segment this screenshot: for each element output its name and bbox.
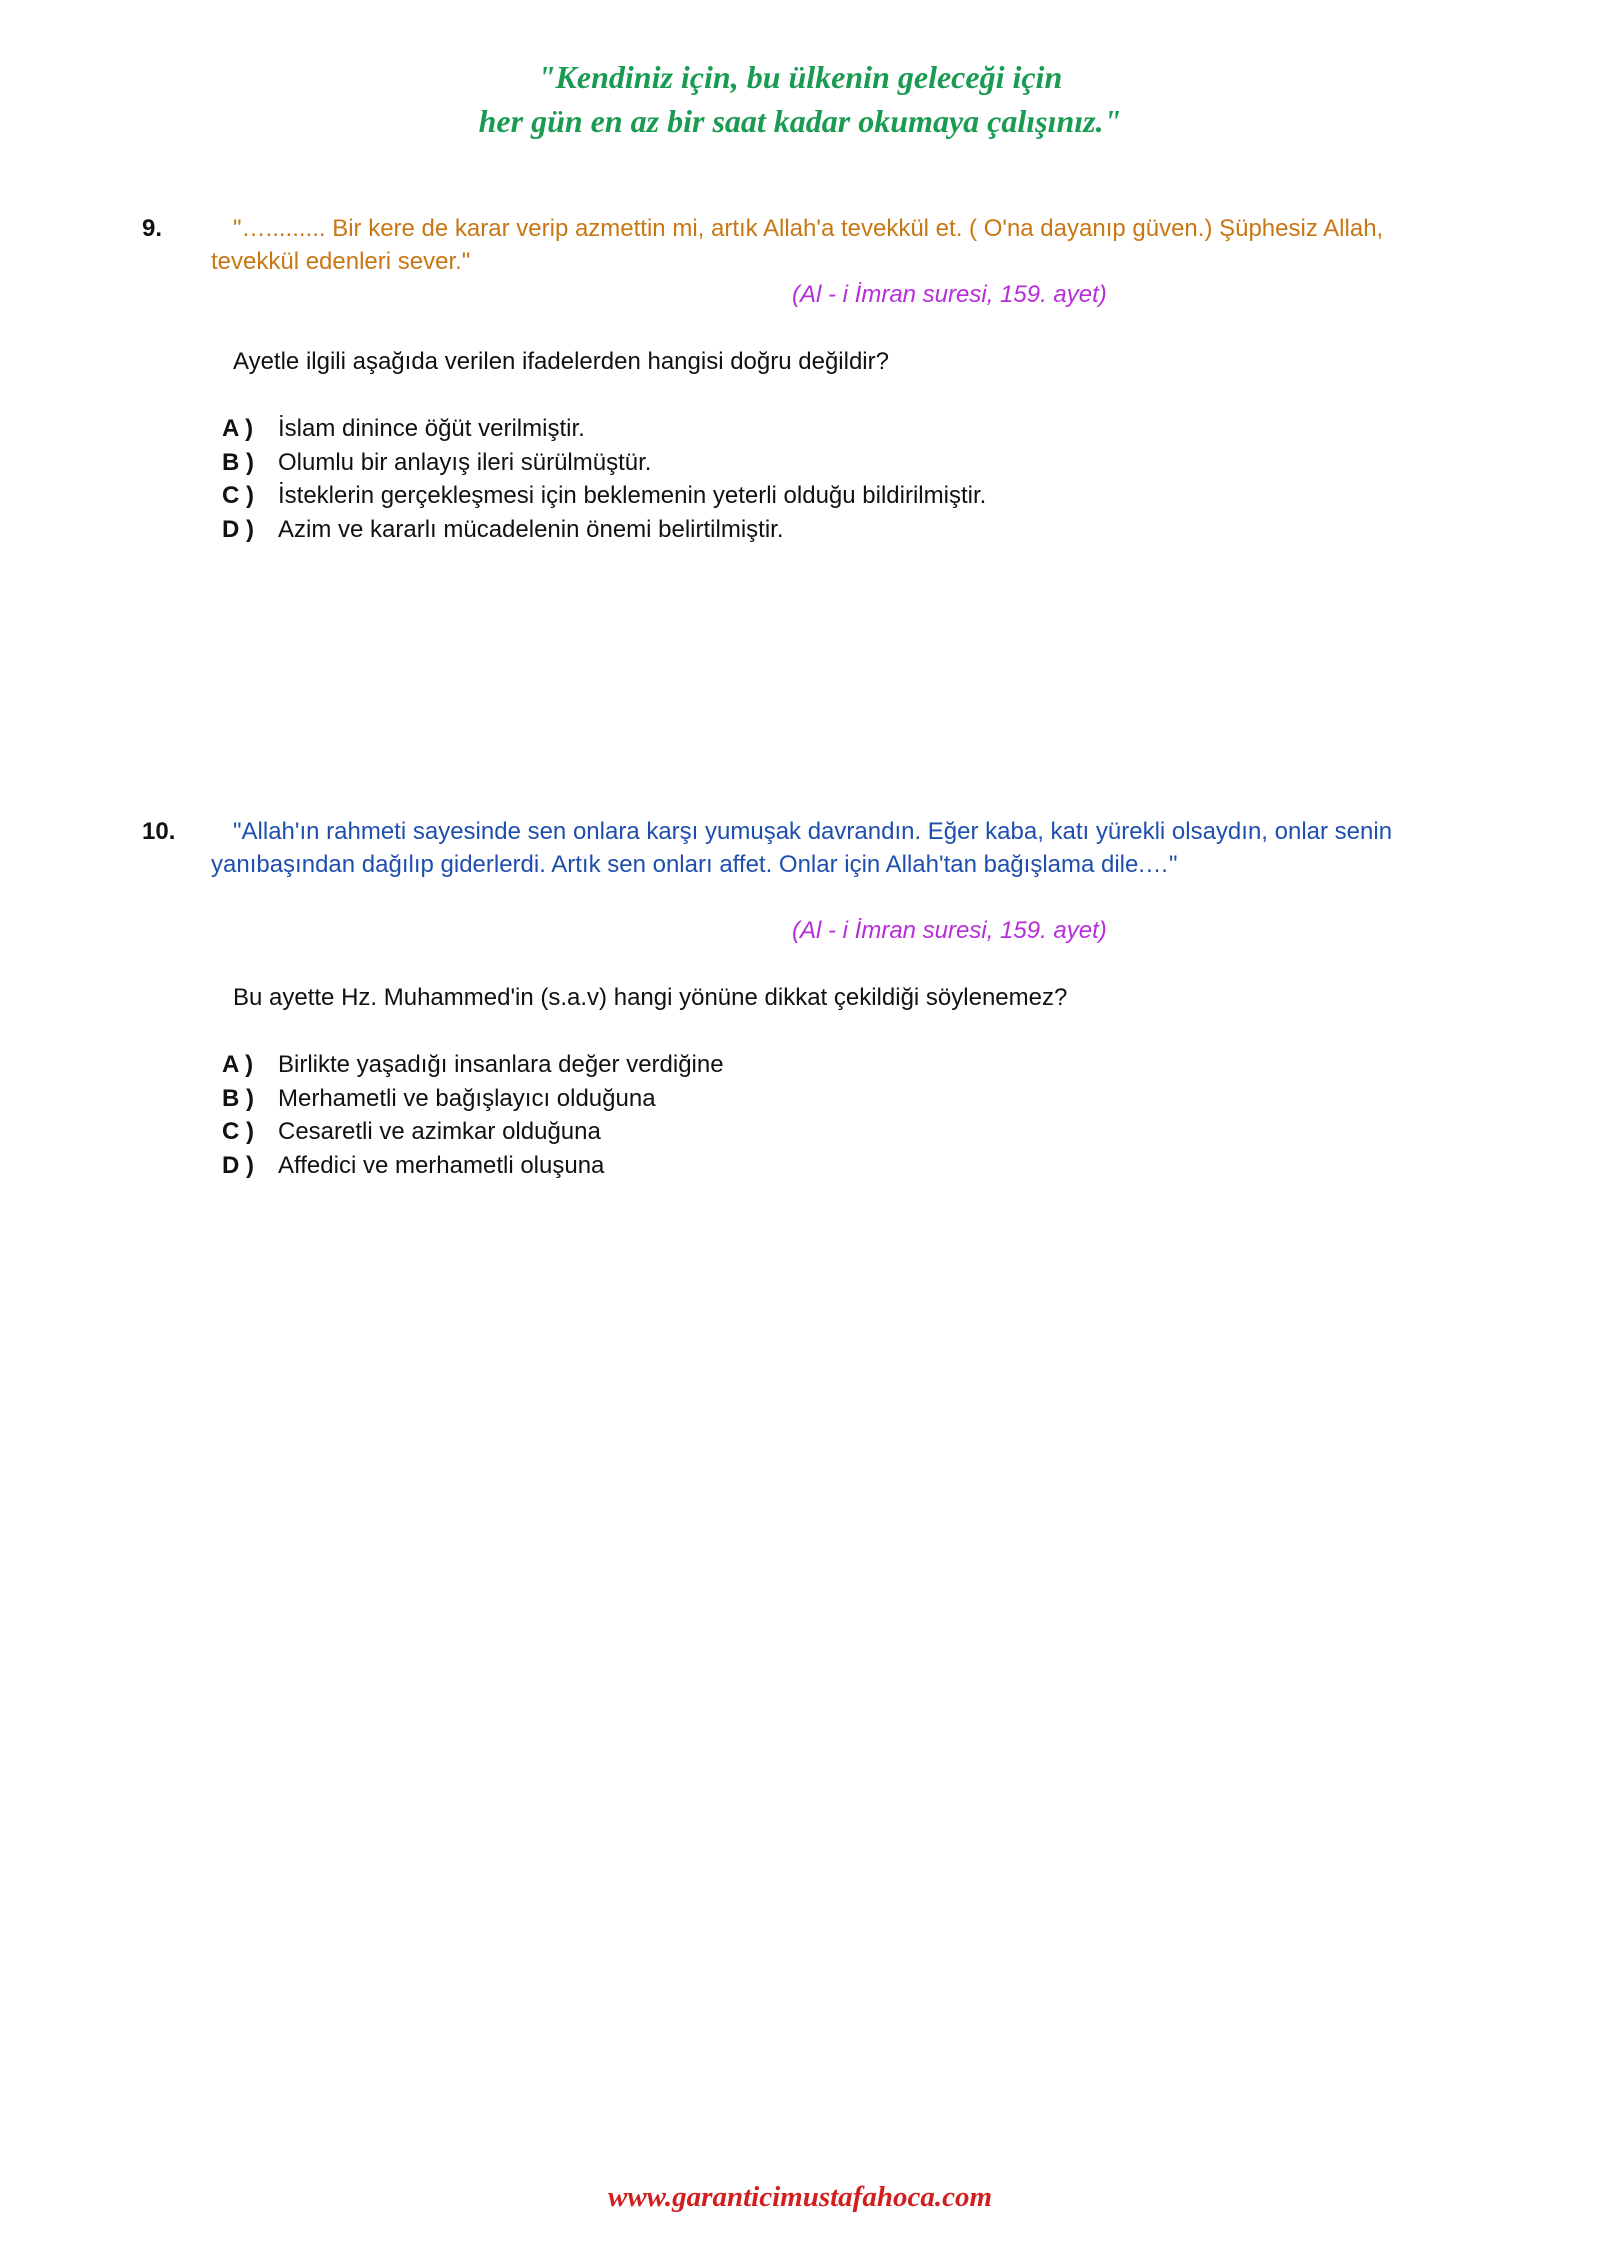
option-text: Birlikte yaşadığı insanlara değer verdiğine bbox=[278, 1051, 724, 1078]
option-text: Azim ve kararlı mücadelenin önemi belirtilmiştir. bbox=[278, 515, 784, 543]
option-letter: D ) bbox=[222, 1151, 254, 1179]
header-line-2: her gün en az bir saat kadar okumaya çalışınız." bbox=[478, 103, 1122, 139]
answer-options bbox=[222, 412, 986, 546]
option-b[interactable] bbox=[222, 1082, 724, 1116]
option-b[interactable] bbox=[222, 446, 986, 480]
option-text: Cesaretli ve azimkar olduğuna bbox=[278, 1118, 601, 1145]
option-letter: B ) bbox=[222, 1084, 254, 1112]
verse-quote: "Allah'ın rahmeti sayesinde sen onlara karşı yumuşak davrandın. Eğer kaba, katı yürekli olsaydın, onlar senin yanıbaşından dağılıp giderlerdi. Artık sen onları affet. Onlar için Allah'tan bağışlama dile.…" bbox=[211, 818, 1393, 878]
footer-website-link[interactable]: www.garanticimustafahoca.com bbox=[607, 2181, 993, 2213]
option-text: İslam dinince öğüt verilmiştir. bbox=[278, 415, 585, 442]
question-stem: Bu ayette Hz. Muhammed'in (s.a.v) hangi yönüne dikkat çekildiği söylenemez? bbox=[233, 984, 1068, 1011]
verse-source: (Al - i İmran suresi, 159. ayet) bbox=[792, 917, 1107, 944]
option-d[interactable] bbox=[222, 1149, 724, 1183]
verse-quote: "…......... Bir kere de karar verip azmettin mi, artık Allah'a tevekkül et. ( O'na dayanıp güven.) Şüphesiz Allah, tevekkül edenleri sever." bbox=[211, 215, 1384, 275]
option-text: Merhametli ve bağışlayıcı olduğuna bbox=[278, 1084, 656, 1112]
header-line-1: "Kendiniz için, bu ülkenin geleceği için bbox=[537, 59, 1063, 95]
answer-options bbox=[222, 1048, 724, 1182]
option-letter: D ) bbox=[222, 515, 254, 543]
option-letter: A ) bbox=[222, 415, 254, 442]
question-stem: Ayetle ilgili aşağıda verilen ifadelerden hangisi doğru değildir? bbox=[233, 348, 889, 375]
question-number: 10. bbox=[142, 818, 176, 845]
option-letter: C ) bbox=[222, 482, 254, 509]
option-c[interactable] bbox=[222, 1115, 724, 1149]
option-letter: C ) bbox=[222, 1118, 254, 1145]
option-a[interactable] bbox=[222, 412, 986, 446]
option-d[interactable] bbox=[222, 513, 986, 547]
option-text: İsteklerin gerçekleşmesi için beklemenin yeterli olduğu bildirilmiştir. bbox=[278, 482, 987, 509]
option-letter: B ) bbox=[222, 448, 254, 476]
option-text: Olumlu bir anlayış ileri sürülmüştür. bbox=[278, 448, 652, 476]
option-text: Affedici ve merhametli oluşuna bbox=[278, 1151, 605, 1179]
header-quote bbox=[0, 55, 1600, 143]
verse-source: (Al - i İmran suresi, 159. ayet) bbox=[792, 281, 1107, 308]
option-letter: A ) bbox=[222, 1051, 254, 1078]
option-c[interactable] bbox=[222, 479, 986, 513]
option-a[interactable] bbox=[222, 1048, 724, 1082]
question-number: 9. bbox=[142, 215, 163, 242]
